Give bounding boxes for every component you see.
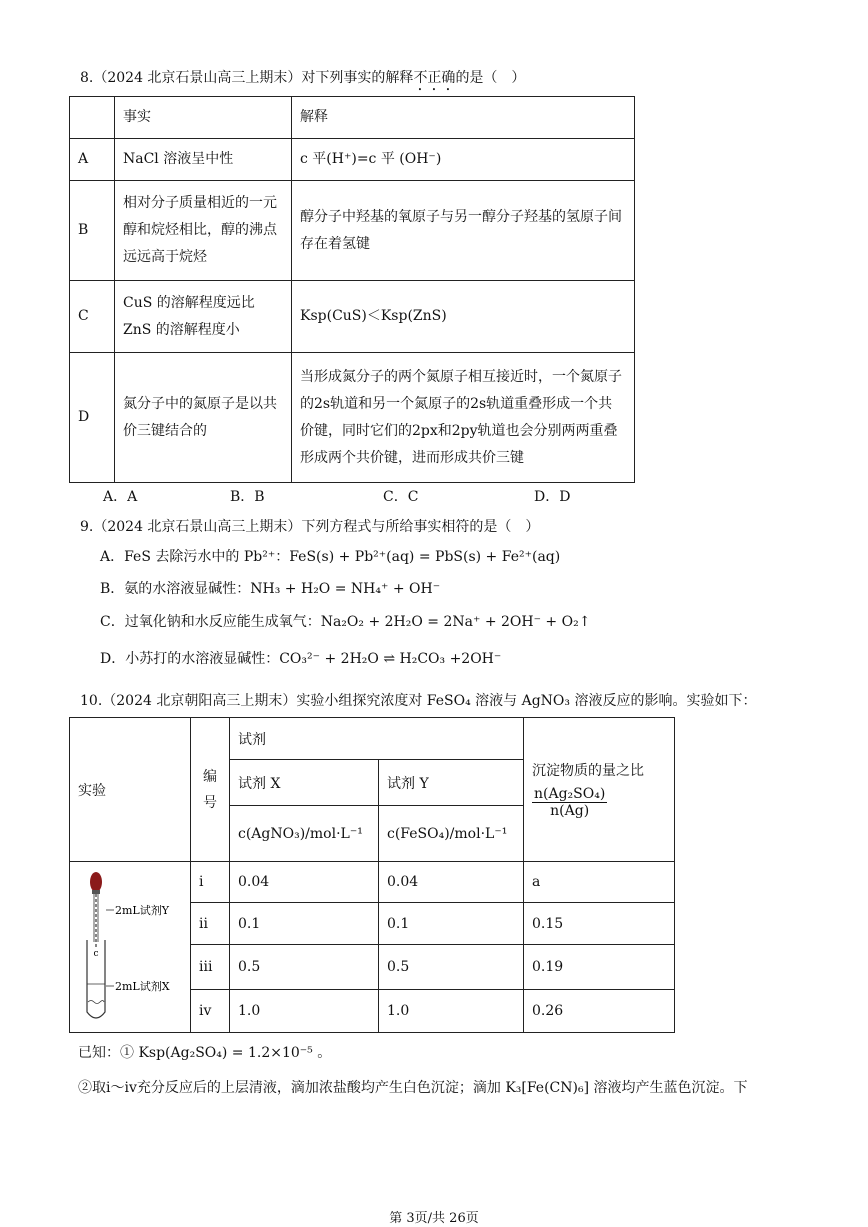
q10-header-y: 试剂 Y xyxy=(379,760,524,806)
q10-ratio-num: n(Ag₂SO₄) xyxy=(534,786,606,802)
q8-row-explain: Ksp(CuS)＜Ksp(ZnS) xyxy=(292,281,635,353)
test-tube-apparatus-icon xyxy=(70,862,190,1032)
q8-header-blank xyxy=(70,97,115,139)
q8-header-explain: 解释 xyxy=(292,97,635,139)
q9-option-a[interactable]: A．FeS 去除污水中的 Pb²⁺：FeS(s) + Pb²⁺(aq) = PbS(s) + Fe²⁺(aq) xyxy=(100,549,561,565)
q10-row-no: iv xyxy=(191,990,230,1033)
q10-row-ratio: a xyxy=(524,862,675,903)
q8-row-opt: B xyxy=(70,181,115,281)
q8-stem-emph: 不正确 xyxy=(413,70,456,86)
q10-table xyxy=(69,717,675,1033)
q9-option-d[interactable]: D．小苏打的水溶液显碱性：CO₃²⁻ + 2H₂O ⇌ H₂CO₃ +2OH⁻ xyxy=(100,651,502,667)
q8-row-explain: 醇分子中羟基的氧原子与另一醇分子羟基的氢原子间存在着氢键 xyxy=(292,181,635,281)
q10-row-y: 0.5 xyxy=(379,945,524,990)
q10-row-y: 0.1 xyxy=(379,902,524,945)
q9-stem: 9.（2024 北京石景山高三上期末）下列方程式与所给事实相符的是（ ） xyxy=(80,519,540,535)
q10-row-y: 0.04 xyxy=(379,862,524,903)
q10-row-x: 0.04 xyxy=(230,862,379,903)
apparatus-label-x: 2mL试剂X xyxy=(115,980,170,993)
apparatus-label-y: 2mL试剂Y xyxy=(115,904,169,917)
q10-header-ratio: 沉淀物质的量之比 xyxy=(532,763,644,779)
q10-ratio-den: n(Ag) xyxy=(550,803,590,819)
q8-stem xyxy=(80,67,525,94)
q10-row-x: 0.5 xyxy=(230,945,379,990)
q9-option-c[interactable]: C．过氧化钠和水反应能生成氧气：Na₂O₂ + 2H₂O = 2Na⁺ + 2OH⁻ + O₂↑ xyxy=(100,614,591,630)
q10-row-no: iii xyxy=(191,945,230,990)
q8-row-explain: 当形成氮分子的两个氮原子相互接近时，一个氮原子的2s轨道和另一个氮原子的2s轨道重叠形成一个共价键，同时它们的2px和2py轨道也会分别两两重叠形成两个共价键，进而形成共价三键 xyxy=(292,353,635,483)
q10-row-y: 1.0 xyxy=(379,990,524,1033)
q8-choice-c[interactable]: C．C xyxy=(383,489,419,505)
q10-row-x: 1.0 xyxy=(230,990,379,1033)
q10-header-reagent: 试剂 xyxy=(230,718,524,760)
page-footer: 第 3页/共 26页 xyxy=(389,1211,479,1226)
q10-apparatus-cell xyxy=(70,862,191,1033)
q8-row-opt: A xyxy=(70,139,115,181)
q10-header-no xyxy=(191,718,230,862)
q8-header-fact: 事实 xyxy=(115,97,292,139)
q8-row-explain: c 平(H⁺)=c 平 (OH⁻) xyxy=(292,139,635,181)
q10-stem: 10.（2024 北京朝阳高三上期末）实验小组探究浓度对 FeSO₄ 溶液与 AgNO₃ 溶液反应的影响。实验如下： xyxy=(80,693,757,709)
q10-known-2: ②取i～iv充分反应后的上层清液，滴加浓盐酸均产生白色沉淀；滴加 K₃[Fe(CN)₆] 溶液均产生蓝色沉淀。下 xyxy=(78,1080,748,1096)
q8-stem-b: 的是（ ） xyxy=(455,70,526,86)
q10-row-ratio: 0.15 xyxy=(524,902,675,945)
q10-row-x: 0.1 xyxy=(230,902,379,945)
q9-option-b[interactable]: B．氨的水溶液显碱性：NH₃ + H₂O = NH₄⁺ + OH⁻ xyxy=(100,581,441,597)
q10-row-no: i xyxy=(191,862,230,903)
q8-row-fact: NaCl 溶液呈中性 xyxy=(115,139,292,181)
q8-choice-d[interactable]: D．D xyxy=(534,489,571,505)
q10-header-no-text: 编号 xyxy=(203,768,217,811)
q8-choice-a[interactable]: A．A xyxy=(103,489,138,505)
q10-known-1: 已知：① Ksp(Ag₂SO₄) = 1.2×10⁻⁵ 。 xyxy=(78,1045,332,1061)
q8-row-fact: 相对分子质量相近的一元醇和烷烃相比，醇的沸点远远高于烷烃 xyxy=(115,181,292,281)
q8-row-opt: C xyxy=(70,281,115,353)
q10-header-cy: c(FeSO₄)/mol·L⁻¹ xyxy=(379,806,524,862)
q10-header-ratio-cell xyxy=(524,718,675,862)
dropper-bulb-icon xyxy=(90,872,102,892)
q8-row-fact: 氮分子中的氮原子是以共价三键结合的 xyxy=(115,353,292,483)
q8-stem-a: 8.（2024 北京石景山高三上期末）对下列事实的解释 xyxy=(80,70,414,86)
apparatus-label-c: c xyxy=(93,949,99,959)
q8-row-opt: D xyxy=(70,353,115,483)
q8-table xyxy=(69,96,635,483)
q10-header-exp: 实验 xyxy=(70,718,191,862)
q10-ratio-fraction xyxy=(532,786,607,819)
q8-row-fact: CuS 的溶解程度远比 ZnS 的溶解程度小 xyxy=(115,281,292,353)
q10-row-ratio: 0.26 xyxy=(524,990,675,1033)
q10-row-no: ii xyxy=(191,902,230,945)
q10-header-x: 试剂 X xyxy=(230,760,379,806)
q10-row-ratio: 0.19 xyxy=(524,945,675,990)
q10-header-cx: c(AgNO₃)/mol·L⁻¹ xyxy=(230,806,379,862)
q8-choice-b[interactable]: B．B xyxy=(230,489,265,505)
